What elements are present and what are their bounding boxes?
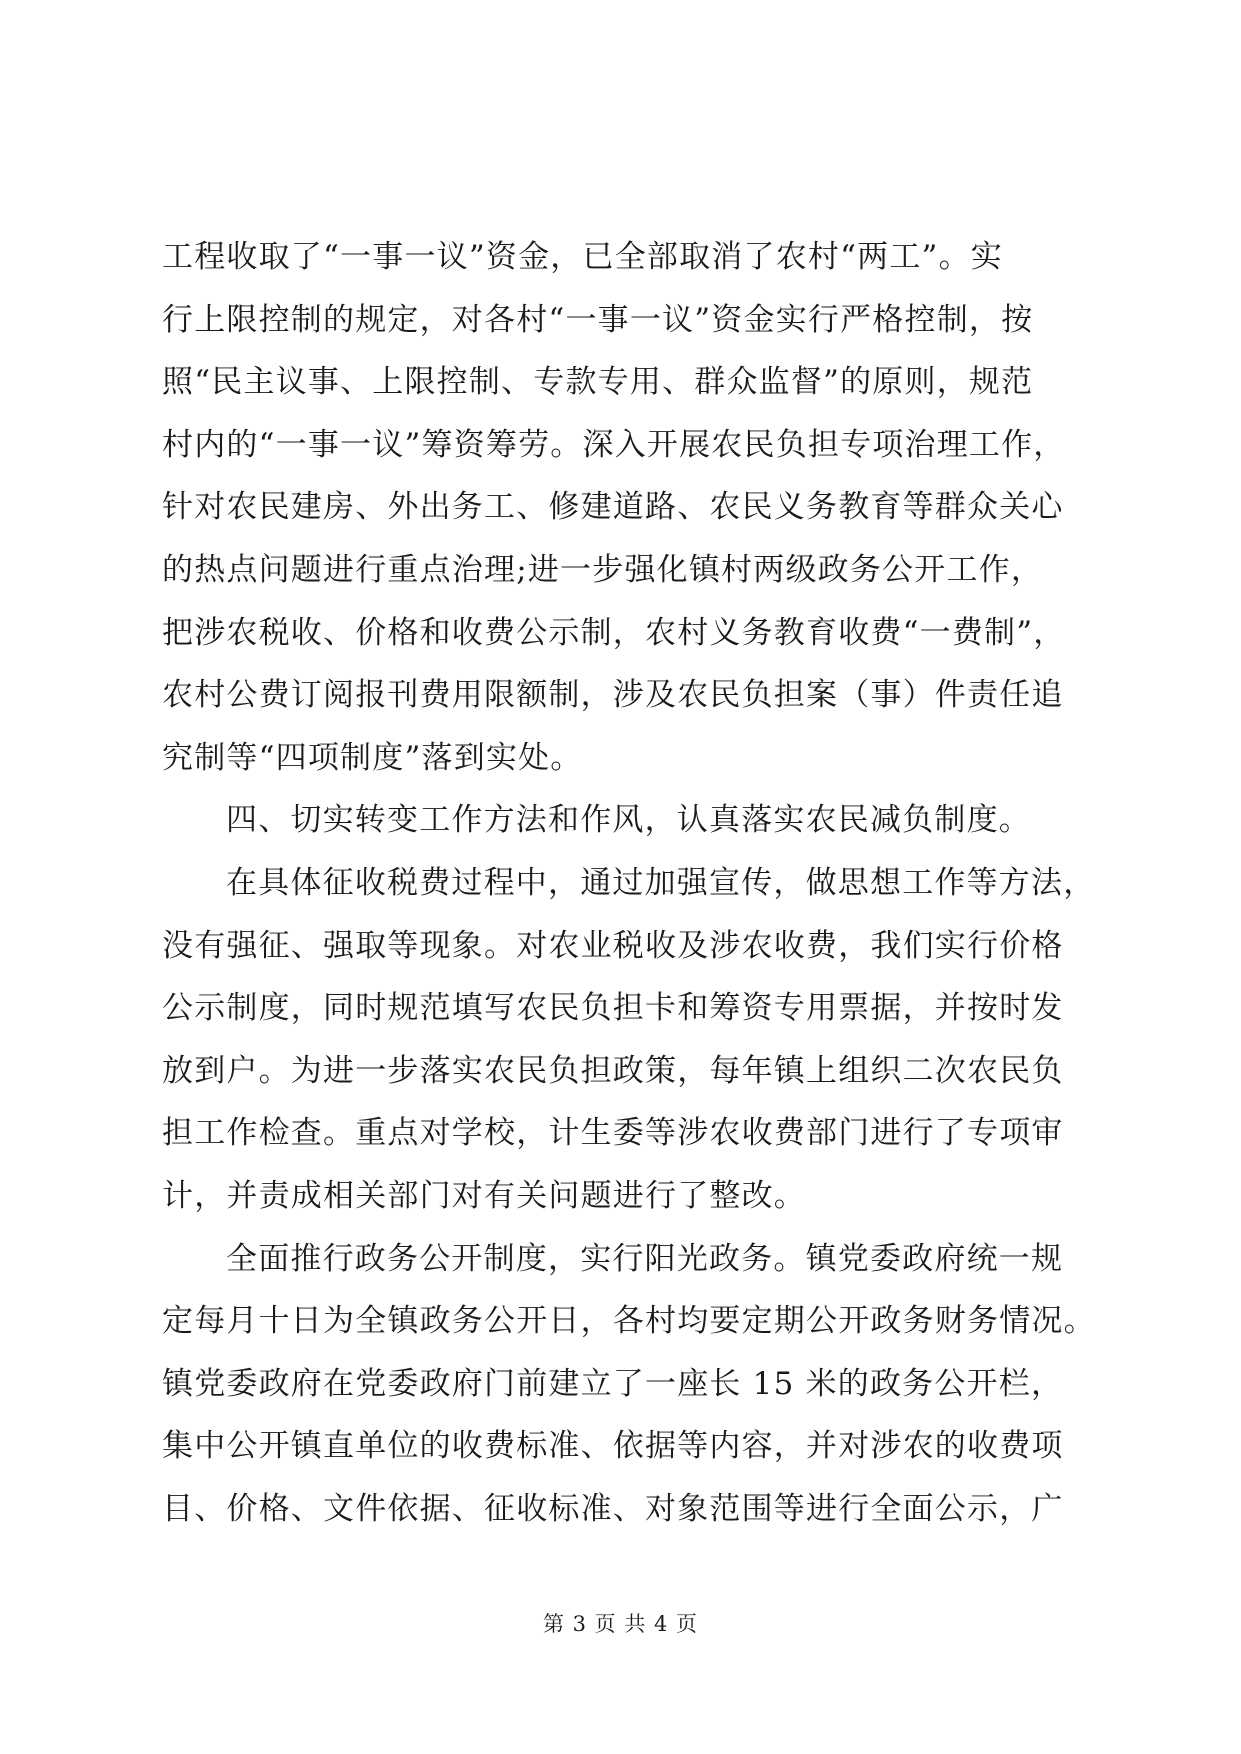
text-line: 镇党委政府在党委政府门前建立了一座长 15 米的政务公开栏， <box>162 1365 1064 1402</box>
text-line: 在具体征收税费过程中，通过加强宣传，做思想工作等方法， <box>226 864 1096 901</box>
text-line: 公示制度，同时规范填写农民负担卡和筹资专用票据，并按时发 <box>162 990 1064 1027</box>
text-line: 放到户。为进一步落实农民负担政策，每年镇上组织二次农民负 <box>162 1052 1064 1089</box>
paragraph <box>162 1228 1096 1541</box>
text-line: 针对农民建房、外出务工、修建道路、农民义务教育等群众关心 <box>162 489 1064 526</box>
text-line: 的热点问题进行重点治理;进一步强化镇村两级政务公开工作， <box>162 551 1044 588</box>
text-line: 集中公开镇直单位的收费标准、依据等内容，并对涉农的收费项 <box>162 1428 1064 1465</box>
text-line: 照“民主议事、上限控制、专款专用、群众监督”的原则，规范 <box>162 364 1034 401</box>
text-line: 把涉农税收、价格和收费公示制，农村义务教育收费“一费制”， <box>162 614 1066 651</box>
text-line: 没有强征、强取等现象。对农业税收及涉农收费，我们实行价格 <box>162 927 1064 964</box>
text-line: 担工作检查。重点对学校，计生委等涉农收费部门进行了专项审 <box>162 1115 1064 1152</box>
document-body <box>162 226 1096 1540</box>
text-line: 农村公费订阅报刊费用限额制，涉及农民负担案（事）件责任追 <box>162 677 1064 714</box>
paragraph <box>162 789 1092 852</box>
paragraph <box>162 226 1092 789</box>
paragraph <box>162 852 1096 1228</box>
text-line: 工程收取了“一事一议”资金，已全部取消了农村“两工”。实 <box>162 239 1003 275</box>
text-line: 行上限控制的规定，对各村“一事一议”资金实行严格控制，按 <box>162 301 1034 338</box>
text-line: 定每月十日为全镇政务公开日，各村均要定期公开政务财务情况。 <box>162 1303 1096 1340</box>
text-line: 目、价格、文件依据、征收标准、对象范围等进行全面公示，广 <box>162 1490 1064 1527</box>
text-line: 四、切实转变工作方法和作风，认真落实农民减负制度。 <box>226 802 1031 839</box>
text-line: 究制等“四项制度”落到实处。 <box>162 739 583 776</box>
text-line: 全面推行政务公开制度，实行阳光政务。镇党委政府统一规 <box>226 1240 1064 1277</box>
text-line: 村内的“一事一议”筹资筹劳。深入开展农民负担专项治理工作， <box>162 426 1066 463</box>
page-footer: 第 3 页 共 4 页 <box>542 1612 699 1636</box>
text-line: 计，并责成相关部门对有关问题进行了整改。 <box>162 1177 806 1214</box>
